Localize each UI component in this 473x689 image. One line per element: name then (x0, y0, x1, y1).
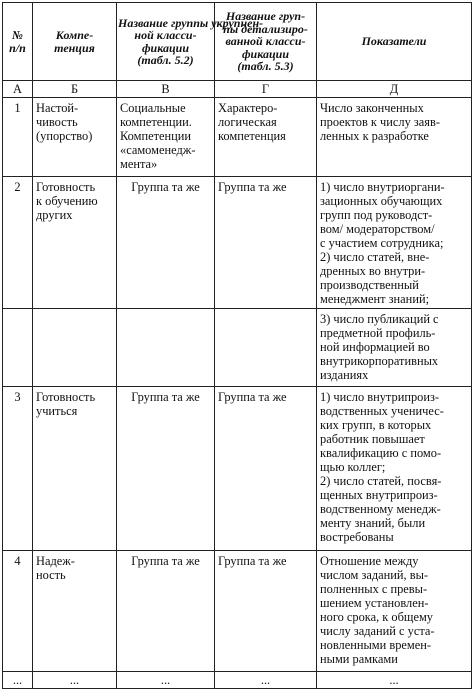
text-line: ными рамками (320, 652, 398, 666)
row-number: 1 (3, 98, 33, 177)
indicators-cell (317, 177, 472, 309)
detail-cell (215, 551, 317, 672)
row-number: 4 (3, 551, 33, 672)
indicators-cell (317, 98, 472, 177)
text-line: 1) число внутрипроиз- (320, 390, 439, 404)
indicators-cell (317, 551, 472, 672)
table-row (3, 551, 472, 672)
table-row (3, 98, 472, 177)
text-line: тенция (54, 40, 95, 55)
text-line: числом заданий, вы- (320, 568, 429, 582)
text-line: Группа та же (218, 390, 287, 404)
text-line: (табл. 5.3) (237, 59, 294, 74)
text-line: квалификацию с помо- (320, 446, 442, 460)
text-line: ленных к разработке (320, 129, 429, 143)
text-line: Группа та же (218, 180, 287, 194)
column-letter: Д (317, 81, 472, 98)
text-line: № (12, 28, 23, 42)
text-line: востребованы (320, 530, 394, 544)
table-row (3, 177, 472, 309)
text-line: менеджмент знаний; (320, 292, 430, 306)
text-line: Название группы укрупнен- (118, 15, 264, 30)
group-cell (117, 177, 215, 309)
header-row (3, 3, 472, 81)
text-line: Группа та же (131, 554, 200, 568)
text-line: Число законченных (320, 101, 424, 115)
text-line: Группа та же (131, 180, 200, 194)
indicators-cell (317, 387, 472, 551)
text-line: работник повышает (320, 432, 425, 446)
text-line: Характеро- (218, 101, 278, 115)
table-row (3, 387, 472, 551)
competence-cell (33, 309, 117, 387)
text-line: Социальные (120, 101, 186, 115)
detail-cell (215, 309, 317, 387)
indicators-cell (317, 309, 472, 387)
text-line: фикации (241, 46, 290, 61)
text-line: (табл. 5.2) (137, 53, 194, 67)
text-line: логическая (218, 115, 277, 129)
group-cell (117, 309, 215, 387)
competence-cell (33, 387, 117, 551)
text-line: полненных с превы- (320, 582, 428, 596)
text-line: производственный (320, 278, 419, 292)
text-line: числу заданий с уста- (320, 624, 435, 638)
row-number (3, 309, 33, 387)
column-letters-row (3, 81, 472, 98)
text-line: 2) число статей, вне- (320, 250, 430, 264)
text-line: 1) число внутриоргани- (320, 180, 445, 194)
text-line: ких групп, в которых (320, 418, 432, 432)
text-line: чивость (36, 115, 78, 129)
competence-cell (33, 551, 117, 672)
text-line: Название груп- (225, 9, 306, 24)
text-line: ванной класси- (225, 34, 306, 49)
group-cell (117, 387, 215, 551)
competence-cell (33, 98, 117, 177)
text-line: (упорство) (36, 129, 93, 143)
text-line: Надеж- (36, 554, 75, 568)
text-line: ной информацией во (320, 340, 430, 354)
detail-cell (215, 98, 317, 177)
table-row (3, 309, 472, 387)
text-line: предметной профиль- (320, 326, 436, 340)
column-letter: А (3, 81, 33, 98)
indicator-table (2, 2, 472, 689)
text-line: Группа та же (131, 390, 200, 404)
group-cell (117, 551, 215, 672)
column-letter: Б (33, 81, 117, 98)
text-line: ного срока, к общему (320, 610, 434, 624)
text-line: изданиях (320, 368, 369, 382)
text-line: щью коллег; (320, 460, 386, 474)
text-line: Показатели (361, 34, 427, 49)
text-line: водственных ученичес- (320, 404, 444, 418)
text-line: зационных обучающих (320, 194, 443, 208)
header-group-enlarged (117, 3, 264, 81)
text-line: компетенции. (120, 115, 192, 129)
detail-cell (215, 177, 317, 309)
detail-cell (215, 387, 317, 551)
text-line: мента» (120, 157, 158, 171)
group-cell (117, 98, 215, 177)
text-line: шением установлен- (320, 596, 429, 610)
row-number: 2 (3, 177, 33, 309)
header-group-detailed (215, 3, 317, 81)
text-line: вом/ модераторством/ (320, 222, 435, 236)
text-line: Группа та же (218, 554, 287, 568)
text-line: фикации (141, 40, 190, 55)
text-line: других (36, 208, 73, 222)
text-line: «самоменедж- (120, 143, 196, 157)
text-line: менту знаний, были (320, 516, 426, 530)
text-line: ность (36, 568, 66, 582)
text-line: учиться (36, 404, 78, 418)
text-line: Готовность (36, 390, 96, 404)
text-line: компетенция (218, 129, 286, 143)
text-line: п/п (9, 40, 26, 55)
text-line: новленными времен- (320, 638, 431, 652)
ellipsis-cell: ... (3, 672, 33, 689)
text-line: Готовность (36, 180, 96, 194)
text-line: с участием сотрудника; (320, 236, 444, 250)
text-line: Компе- (55, 28, 94, 42)
column-letter: Г (215, 81, 317, 98)
header-indicators (317, 3, 472, 81)
text-line: внутрикорпоративных (320, 354, 439, 368)
text-line: 2) число статей, посвя- (320, 474, 442, 488)
text-line: щенных внутрипроиз- (320, 488, 438, 502)
text-line: дренных во внутри- (320, 264, 426, 278)
text-line: Настой- (36, 101, 79, 115)
text-line: 3) число публикаций с (320, 312, 439, 326)
text-line: пы детализиро- (223, 21, 308, 36)
column-letter: В (117, 81, 215, 98)
header-number (3, 3, 33, 81)
text-line: групп под руководст- (320, 208, 433, 222)
text-line: Отношение между (320, 554, 419, 568)
competence-cell (33, 177, 117, 309)
ellipsis-cell: ... (215, 672, 317, 689)
text-line: к обучению (36, 194, 98, 208)
ellipsis-cell: ... (117, 672, 215, 689)
text-line: водственному менедж- (320, 502, 441, 516)
ellipsis-cell: ... (317, 672, 472, 689)
row-number: 3 (3, 387, 33, 551)
text-line: Компетенции (120, 129, 192, 143)
ellipsis-cell: ... (33, 672, 117, 689)
header-competence (33, 3, 117, 81)
text-line: ной класси- (134, 28, 197, 42)
text-line: проектов к числу заяв- (320, 115, 440, 129)
